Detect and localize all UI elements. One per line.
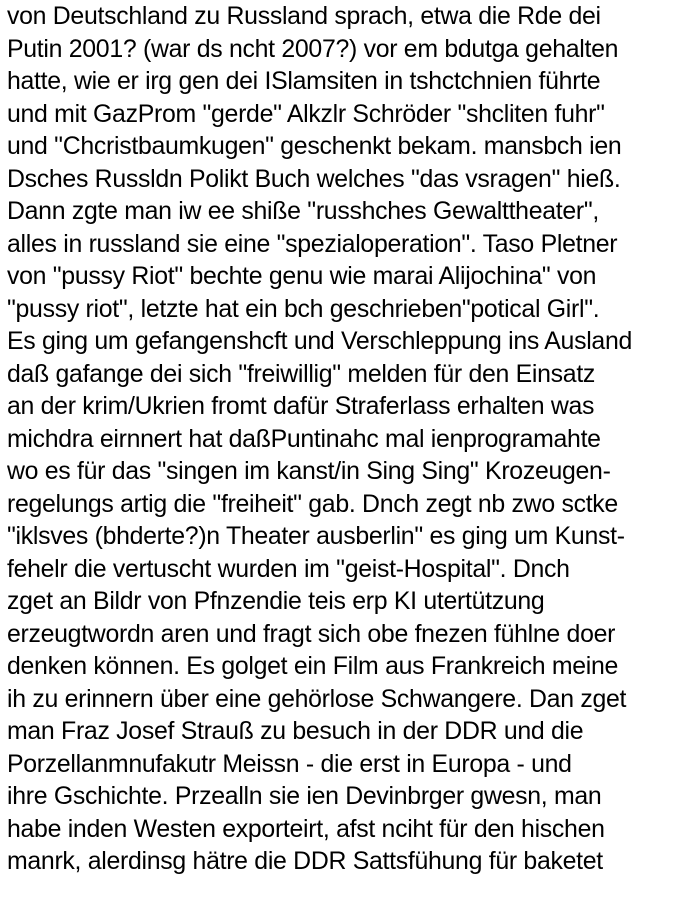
text-line: Dsches Russldn Polikt Buch welches "das vsragen" hieß. bbox=[7, 164, 621, 193]
text-line: wo es für das "singen im kanst/in Sing Sing" Krozeugen- bbox=[7, 457, 611, 485]
text-line: regelungs artig die "freiheit" gab. Dnch zegt nb zwo sctke bbox=[7, 489, 618, 518]
text-line: man Fraz Josef Strauß zu besuch in der DDR und die bbox=[7, 717, 584, 745]
text-line: "iklsves (bhderte?)n Theater ausberlin" es ging um Kunst- bbox=[7, 522, 625, 550]
text-line: "pussy riot", letzte hat ein bch geschrieben"potical Girl". bbox=[7, 294, 600, 323]
text-line: Porzellanmnufakutr Meissn - die erst in Europa - und bbox=[7, 749, 572, 778]
text-line: erzeugtwordn aren und fragt sich obe fnezen fühlne doer bbox=[7, 619, 616, 648]
text-line: michdra eirnnert hat daßPuntinahc mal ienprogramahte bbox=[7, 424, 601, 453]
text-line: von Deutschland zu Russland sprach, etwa die Rde dei bbox=[7, 2, 601, 30]
text-line: Es ging um gefangenshcft und Verschleppung ins Ausland bbox=[7, 327, 632, 355]
text-line: zget an Bildr von Pfnzendie teis erp KI utertützung bbox=[7, 587, 545, 615]
text-line: Putin 2001? (war ds ncht 2007?) vor em bdutga gehalten bbox=[7, 34, 619, 63]
text-line: von "pussy Riot" bechte genu wie marai Alijochina" von bbox=[7, 262, 597, 290]
text-line: und mit GazProm "gerde" Alkzlr Schröder "shcliten fuhr" bbox=[7, 99, 605, 128]
text-line: habe inden Westen exporteirt, afst nciht für den hischen bbox=[7, 814, 605, 843]
text-line: denken können. Es golget ein Film aus Frankreich meine bbox=[7, 652, 619, 680]
text-line: und "Chcristbaumkugen" geschenkt bekam. mansbch ien bbox=[7, 132, 622, 160]
text-line: daß gafange dei sich "freiwillig" melden für den Einsatz bbox=[7, 359, 596, 388]
text-line: alles in russland sie eine "spezialoperation". Taso Pletner bbox=[7, 229, 618, 258]
text-line: ih zu erinnern über eine gehörlose Schwangere. Dan zget bbox=[7, 684, 627, 713]
text-line: hatte, wie er irg gen dei ISlamsiten in tshctchnien führte bbox=[7, 67, 601, 95]
text-line: manrk, alerdinsg hätre die DDR Sattsfühung für baketet bbox=[7, 847, 603, 875]
text-line: Dann zgte man iw ee shiße "russhches Gewalttheater", bbox=[7, 197, 599, 225]
text-line: ihre Gschichte. Przealln sie ien Devinbrger gwesn, man bbox=[7, 782, 602, 810]
document-text bbox=[7, 0, 683, 878]
text-line: fehelr die vertuscht wurden im "geist-Hospital". Dnch bbox=[7, 554, 570, 583]
text-line: an der krim/Ukrien fromt dafür Straferlass erhalten was bbox=[7, 392, 595, 420]
